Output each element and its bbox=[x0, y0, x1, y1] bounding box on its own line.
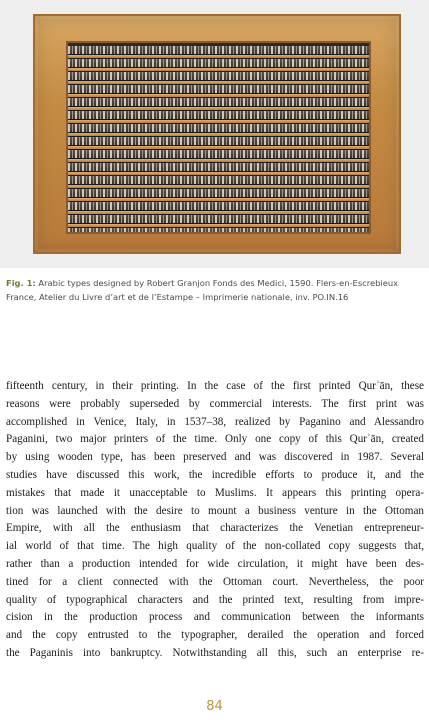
tray-rail bbox=[68, 55, 369, 58]
type-row bbox=[68, 111, 369, 119]
type-row bbox=[68, 215, 369, 223]
figure-caption-text: Arabic types designed by Robert Granjon Fonds des Medici, 1590. Flers-en-Escrebieux France, Atelier du Livre d’art et de l’Estampe – Imprimerie nationale, inv. PO.IN.16 bbox=[6, 278, 399, 302]
tray-rail bbox=[68, 94, 369, 97]
tray-rail bbox=[68, 159, 369, 162]
type-row bbox=[68, 98, 369, 106]
body-line: reasons were probably superseded by commercial interests. The first print was bbox=[6, 397, 424, 410]
tray-rail bbox=[68, 224, 369, 227]
tray-rail bbox=[68, 198, 369, 201]
type-row bbox=[68, 228, 369, 234]
figure-caption-label: Fig. 1: bbox=[6, 278, 36, 288]
tray-rail bbox=[68, 172, 369, 175]
type-row bbox=[68, 59, 369, 67]
type-row bbox=[68, 176, 369, 184]
body-line: tion was launched with the desire to mount a business venture in the Ottoman bbox=[6, 504, 424, 517]
tray-rail bbox=[68, 81, 369, 84]
body-line: ial world of that time. The high quality of the non-collated copy suggests that, bbox=[6, 540, 424, 553]
body-line: the Paganinis into bankruptcy. Notwithstanding all this, such an enterprise re- bbox=[6, 646, 424, 659]
body-line: rather than a production intended for wide circulation, it might have been des- bbox=[6, 557, 424, 570]
type-row bbox=[68, 163, 369, 171]
page-number: 84 bbox=[206, 699, 223, 714]
figure-image bbox=[33, 14, 401, 254]
tray-rail bbox=[68, 185, 369, 188]
body-line: accomplished in Venice, Italy, in 1537–38, realized by Paganino and Alessandro bbox=[6, 415, 424, 428]
type-row bbox=[68, 72, 369, 80]
tray-rail bbox=[68, 211, 369, 214]
tray-rail bbox=[68, 120, 369, 123]
tray-rail bbox=[68, 146, 369, 149]
tray-rail bbox=[68, 107, 369, 110]
type-row bbox=[68, 124, 369, 132]
type-row bbox=[68, 85, 369, 93]
body-line: cision in the production process and communication between the informants bbox=[6, 611, 424, 624]
body-line: tined for a client connected with the Ottoman court. Nevertheless, the poor bbox=[6, 575, 424, 588]
type-row bbox=[68, 46, 369, 54]
body-line: by using wooden type, has been preserved and was discovered in 1987. Several bbox=[6, 451, 424, 464]
type-row bbox=[68, 189, 369, 197]
body-line: quality of typographical characters and the printed text, resulting from impre- bbox=[6, 593, 424, 606]
body-line: Paganini, two major printers of the time. Only one copy of this Qurʾān, created bbox=[6, 433, 424, 446]
type-row bbox=[68, 137, 369, 145]
body-line: Empire, with all the enthusiasm that characterizes the Venetian entrepreneur- bbox=[6, 522, 424, 535]
body-line: fifteenth century, in their printing. In the case of the first printed Qurʾān, these bbox=[6, 380, 424, 392]
type-tray-interior bbox=[66, 41, 371, 234]
body-line: mistakes that made it unacceptable to Muslims. It appears this printing opera- bbox=[6, 486, 424, 499]
figure-caption bbox=[6, 276, 426, 304]
type-row bbox=[68, 150, 369, 158]
figure bbox=[0, 0, 429, 268]
body-line: and the copy entrusted to the typographer, derailed the operation and forced bbox=[6, 629, 424, 642]
body-line: studies have discussed this work, the incredible efforts to produce it, and the bbox=[6, 468, 424, 481]
type-row bbox=[68, 202, 369, 210]
tray-rail bbox=[68, 133, 369, 136]
body-paragraph bbox=[6, 378, 424, 663]
tray-rail bbox=[68, 68, 369, 71]
